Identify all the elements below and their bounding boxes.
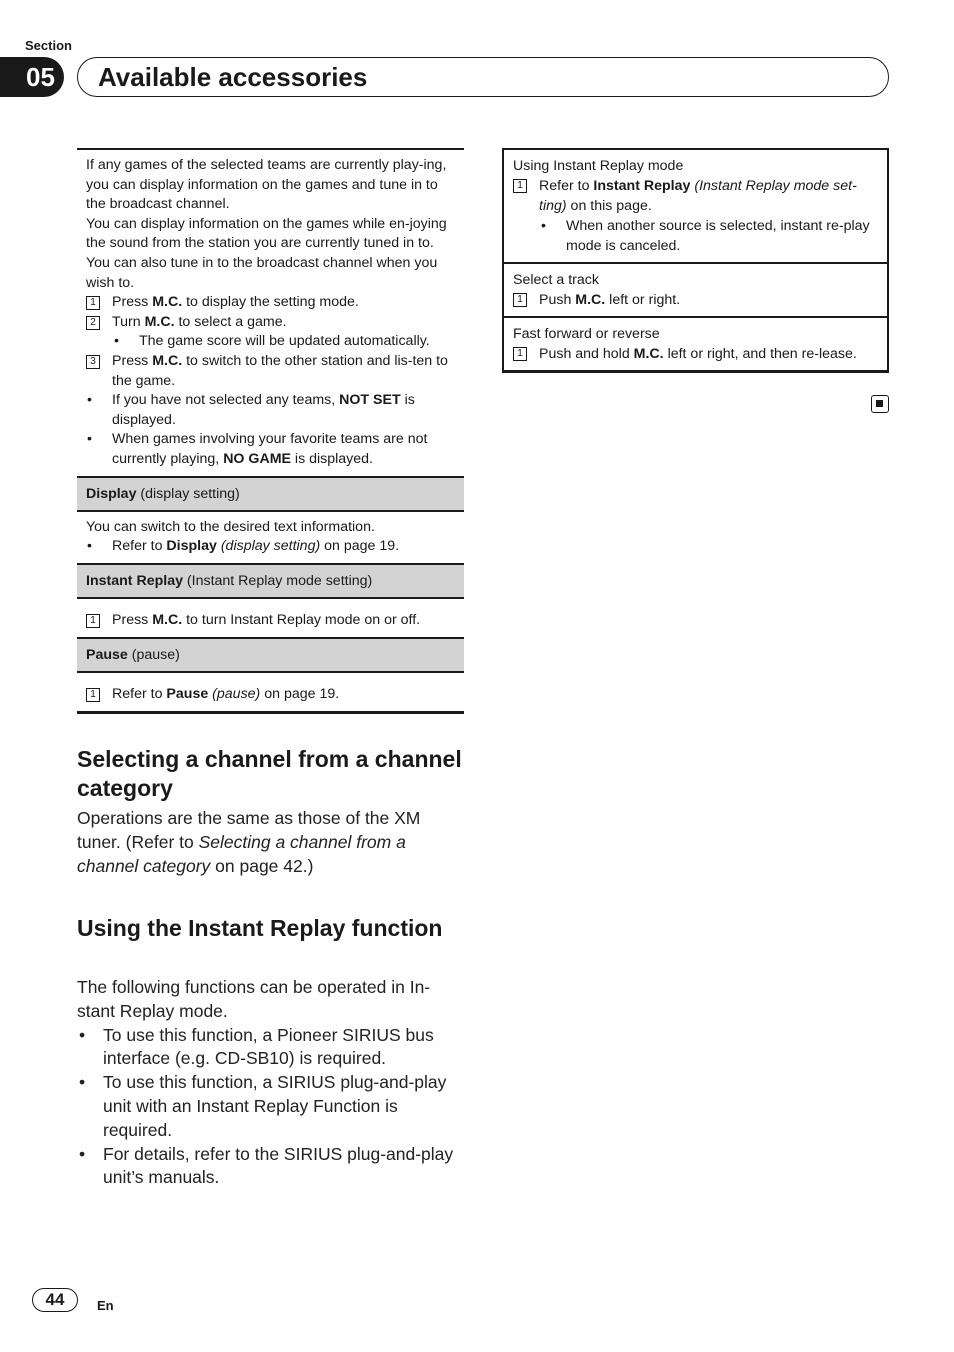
list-item-text: For details, refer to the SIRIUS plug-and-play unit’s manuals. [103,1143,454,1188]
sports-info-table [77,148,464,714]
instant-replay-header: Instant Replay (Instant Replay mode setting) [77,563,464,599]
sports-info-cell [77,150,464,476]
note-bullet [513,216,878,256]
note-bullet [86,430,455,469]
cell-title: Select a track [513,272,599,288]
display-header: Display (display setting) [77,476,464,512]
intro-paragraph: You can display information on the games while en-joying the sound from the station you are currently tuned in to. You can also tune in to the broadcast channel when you wish to. [86,215,447,291]
channel-category-heading: Selecting a channel from a channel category [77,746,462,801]
bullet-icon: • [114,333,119,350]
step-number-icon: 1 [513,347,527,361]
step-number-icon: 1 [513,293,527,307]
step-text: Press M.C. to display the setting mode. [112,294,359,311]
select-track-cell [504,262,887,316]
page-title: Available accessories [77,57,889,97]
cell-title: Using Instant Replay mode [513,158,684,174]
instant-replay-intro: The following functions can be operated in In-stant Replay mode. [77,977,431,1021]
note-text: When games involving your favorite teams are not currently playing, NO GAME is displayed. [112,431,428,467]
step-number-icon: 1 [86,688,100,702]
intro-paragraph: If any games of the selected teams are currently play-ing, you can display information on the games and tune in to the broadcast channel. [86,157,447,213]
step-number-icon: 1 [86,296,100,310]
step-text: Push M.C. left or right. [539,292,681,308]
step-item [86,685,455,705]
step-number-icon: 2 [86,316,100,330]
bullet-icon: • [79,1143,86,1164]
list-item [77,1024,467,1072]
page-number: 44 [32,1288,78,1312]
step-text: Press M.C. to turn Instant Replay mode on or off. [112,611,421,628]
step-number-icon: 3 [86,355,100,369]
bullet-icon: • [87,538,92,555]
bullet-icon: • [541,218,546,234]
instant-replay-operations-table [502,148,889,373]
pause-cell [77,673,464,711]
instant-replay-body [77,976,467,1190]
note-text: The game score will be updated automatically. [139,333,430,350]
end-of-section-icon [871,395,889,413]
step-item [513,290,878,310]
step-text: Press M.C. to switch to the other station and lis-ten to the game. [112,352,448,389]
step-item [86,352,455,391]
replay-mode-cell [504,150,887,262]
note-text: When another source is selected, instant re-play mode is canceled. [566,218,870,254]
step-number-icon: 1 [513,179,527,193]
note-bullet [86,332,455,352]
reference-text: Refer to Display (display setting) on page 19. [112,538,400,555]
section-label: Section [25,38,72,53]
step-text: Refer to Pause (pause) on page 19. [112,686,340,703]
step-item [513,176,878,216]
note-text: If you have not selected any teams, NOT SET is displayed. [112,392,415,428]
display-text: You can switch to the desired text information. [86,518,375,535]
step-item [513,344,878,364]
instant-replay-heading: Using the Instant Replay function [77,915,443,941]
list-item-text: To use this function, a Pioneer SIRIUS bus interface (e.g. CD-SB10) is required. [103,1024,434,1069]
list-item [77,1143,467,1191]
section-number-badge: 05 [0,57,64,97]
pause-header: Pause (pause) [77,637,464,673]
step-item [86,611,455,631]
display-cell [77,512,464,563]
bullet-icon: • [79,1072,86,1093]
list-item-text: To use this function, a SIRIUS plug-and-play unit with an Instant Replay Function is required. [103,1072,447,1140]
list-item [77,1071,467,1142]
fast-forward-cell [504,316,887,370]
bullet-icon: • [87,431,92,448]
language-label: En [97,1298,114,1313]
note-bullet [86,537,455,557]
cell-title: Fast forward or reverse [513,326,660,342]
step-item [86,313,455,333]
step-item [86,293,455,313]
step-number-icon: 1 [86,614,100,628]
bullet-icon: • [87,392,92,409]
bullet-icon: • [79,1024,86,1045]
instant-replay-cell [77,599,464,638]
note-bullet [86,391,455,430]
channel-category-text: Operations are the same as those of the XM tuner. (Refer to Selecting a channel from a channel category on page 42.) [77,808,421,876]
step-text: Turn M.C. to select a game. [112,313,287,330]
step-text: Push and hold M.C. left or right, and then re-lease. [539,346,857,362]
step-text: Refer to Instant Replay (Instant Replay mode set-ting) on this page. [539,178,857,214]
